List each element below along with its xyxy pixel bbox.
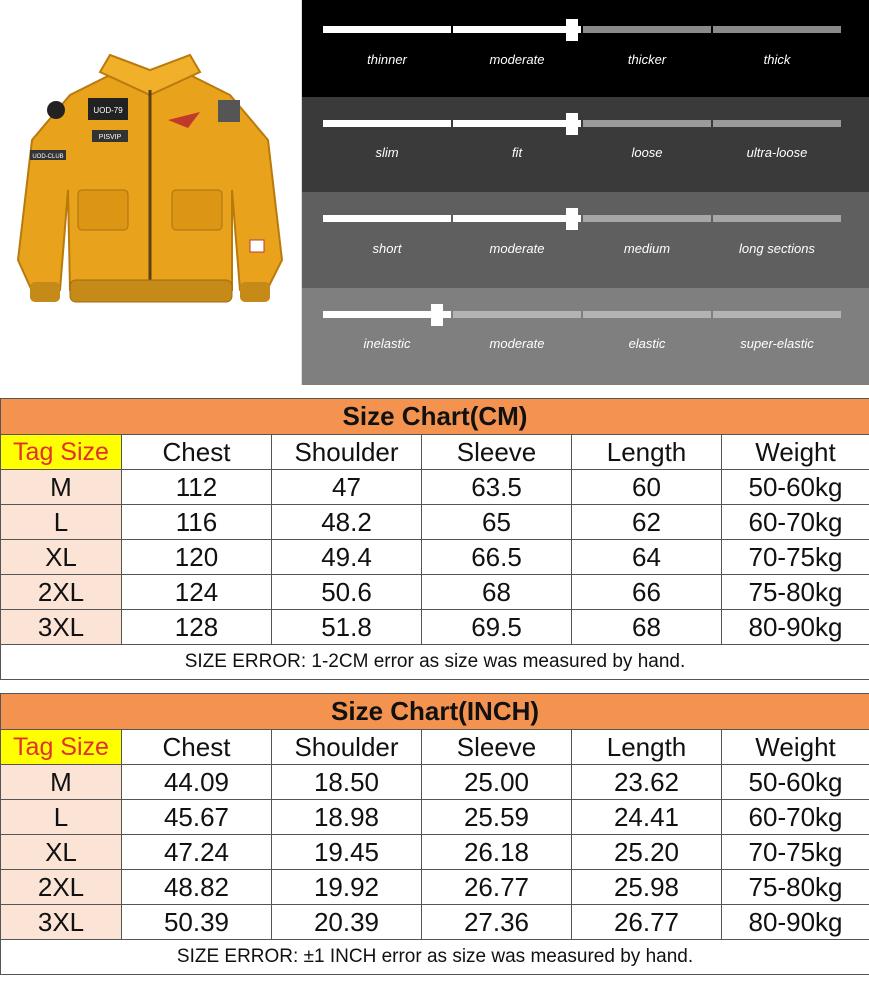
fit-label: elastic: [628, 336, 666, 351]
column-header: Shoulder: [272, 730, 422, 765]
fit-label: medium: [623, 241, 671, 256]
fit-label: loose: [631, 145, 663, 160]
table-cell: 65: [422, 505, 572, 540]
column-header: Tag Size: [1, 435, 122, 470]
patch-text-1: UOD-79: [93, 106, 123, 115]
header-row: [1, 730, 869, 765]
size-cell: 3XL: [1, 610, 122, 645]
column-header: Length: [572, 435, 722, 470]
table-row: [1, 575, 869, 610]
table-cell: 66.5: [422, 540, 572, 575]
length-slider: [323, 215, 841, 222]
slider-segment: [453, 26, 581, 33]
table-cell: 23.62: [572, 765, 722, 800]
table-cell: 47: [272, 470, 422, 505]
table-cell: 47.24: [122, 835, 272, 870]
table-cell: 20.39: [272, 905, 422, 940]
column-header: Length: [572, 730, 722, 765]
table-row: [1, 800, 869, 835]
slider-knob: [566, 19, 578, 41]
slider-segment: [583, 215, 711, 222]
table-cell: 19.45: [272, 835, 422, 870]
slider-segment: [453, 120, 581, 127]
fit-label: ultra-loose: [746, 145, 808, 160]
size-cell: 2XL: [1, 575, 122, 610]
table-row: [1, 835, 869, 870]
table-cell: 25.98: [572, 870, 722, 905]
table-cell: 45.67: [122, 800, 272, 835]
table-cell: 51.8: [272, 610, 422, 645]
table-cell: 18.98: [272, 800, 422, 835]
size-cell: M: [1, 470, 122, 505]
fit-label: slim: [375, 145, 399, 160]
slider-segment: [713, 26, 841, 33]
table-cell: 25.00: [422, 765, 572, 800]
column-header: Weight: [722, 730, 869, 765]
thickness-slider: [323, 26, 841, 33]
table-cell: 68: [422, 575, 572, 610]
table-cell: 50-60kg: [722, 765, 869, 800]
table-cell: 64: [572, 540, 722, 575]
column-header: Weight: [722, 435, 869, 470]
table-cell: 25.59: [422, 800, 572, 835]
size-chart-inch: [0, 693, 869, 975]
table-cell: 68: [572, 610, 722, 645]
size-cell: XL: [1, 835, 122, 870]
table-cell: 124: [122, 575, 272, 610]
table-cell: 60-70kg: [722, 505, 869, 540]
thickness-row: [302, 0, 869, 97]
table-row: [1, 540, 869, 575]
fit-label: moderate: [489, 52, 545, 67]
table-title: Size Chart(CM): [1, 399, 869, 435]
table-row: [1, 765, 869, 800]
table-cell: 75-80kg: [722, 870, 869, 905]
table-cell: 63.5: [422, 470, 572, 505]
patch-text-3: UOD-CLUB: [32, 154, 64, 160]
table-cell: 120: [122, 540, 272, 575]
table-cell: 48.2: [272, 505, 422, 540]
table-cell: 25.20: [572, 835, 722, 870]
fit-label: short: [372, 241, 402, 256]
table-row: [1, 905, 869, 940]
size-error-note: SIZE ERROR: 1-2CM error as size was measured by hand.: [1, 645, 869, 680]
slider-knob: [431, 304, 443, 326]
size-error-note: SIZE ERROR: ±1 INCH error as size was measured by hand.: [1, 940, 869, 975]
jacket-illustration: [0, 0, 301, 385]
table-row: [1, 505, 869, 540]
table-cell: 26.77: [572, 905, 722, 940]
slider-segment: [713, 120, 841, 127]
fit-label: moderate: [489, 241, 545, 256]
patch-text-2: PISVIP: [98, 134, 122, 141]
column-header: Shoulder: [272, 435, 422, 470]
table-cell: 80-90kg: [722, 905, 869, 940]
slider-segment: [713, 311, 841, 318]
fit-label: super-elastic: [740, 336, 814, 351]
column-header: Chest: [122, 435, 272, 470]
table-cell: 70-75kg: [722, 540, 869, 575]
slider-knob: [566, 113, 578, 135]
slider-segment: [583, 26, 711, 33]
size-cell: 2XL: [1, 870, 122, 905]
elasticity-row: [302, 288, 869, 385]
table-cell: 75-80kg: [722, 575, 869, 610]
size-cell: L: [1, 505, 122, 540]
size-cell: L: [1, 800, 122, 835]
table-cell: 60-70kg: [722, 800, 869, 835]
fit-row: [302, 97, 869, 192]
slider-segment: [323, 26, 451, 33]
table-title: Size Chart(INCH): [1, 694, 869, 730]
fit-label: thinner: [367, 52, 407, 67]
table-cell: 62: [572, 505, 722, 540]
elasticity-slider: [323, 311, 841, 318]
fit-indicator-panel: [302, 0, 869, 385]
table-cell: 26.77: [422, 870, 572, 905]
table-row: [1, 610, 869, 645]
slider-segment: [713, 215, 841, 222]
column-header: Sleeve: [422, 435, 572, 470]
table-cell: 112: [122, 470, 272, 505]
fit-label: thick: [763, 52, 791, 67]
size-cell: 3XL: [1, 905, 122, 940]
size-chart-cm: [0, 398, 869, 680]
column-header: Chest: [122, 730, 272, 765]
table-row: [1, 870, 869, 905]
size-cell: M: [1, 765, 122, 800]
fit-label: inelastic: [363, 336, 411, 351]
length-row: [302, 192, 869, 288]
fit-label: moderate: [489, 336, 545, 351]
header-row: [1, 435, 869, 470]
table-cell: 27.36: [422, 905, 572, 940]
column-header: Tag Size: [1, 730, 122, 765]
slider-segment: [583, 311, 711, 318]
size-cell: XL: [1, 540, 122, 575]
table-cell: 50-60kg: [722, 470, 869, 505]
column-header: Sleeve: [422, 730, 572, 765]
table-cell: 70-75kg: [722, 835, 869, 870]
table-cell: 44.09: [122, 765, 272, 800]
table-cell: 19.92: [272, 870, 422, 905]
table-cell: 26.18: [422, 835, 572, 870]
table-cell: 18.50: [272, 765, 422, 800]
table-cell: 50.39: [122, 905, 272, 940]
table-cell: 49.4: [272, 540, 422, 575]
table-cell: 66: [572, 575, 722, 610]
fit-label: long sections: [739, 241, 815, 256]
slider-segment: [323, 215, 451, 222]
slider-segment: [453, 215, 581, 222]
table-cell: 24.41: [572, 800, 722, 835]
fit-label: fit: [511, 145, 523, 160]
fit-slider: [323, 120, 841, 127]
table-cell: 128: [122, 610, 272, 645]
product-image: [0, 0, 302, 385]
slider-knob: [566, 208, 578, 230]
table-cell: 80-90kg: [722, 610, 869, 645]
slider-segment: [453, 311, 581, 318]
table-row: [1, 470, 869, 505]
table-cell: 50.6: [272, 575, 422, 610]
table-cell: 69.5: [422, 610, 572, 645]
table-cell: 116: [122, 505, 272, 540]
slider-segment: [583, 120, 711, 127]
table-cell: 60: [572, 470, 722, 505]
slider-segment: [323, 120, 451, 127]
fit-label: thicker: [627, 52, 667, 67]
table-cell: 48.82: [122, 870, 272, 905]
